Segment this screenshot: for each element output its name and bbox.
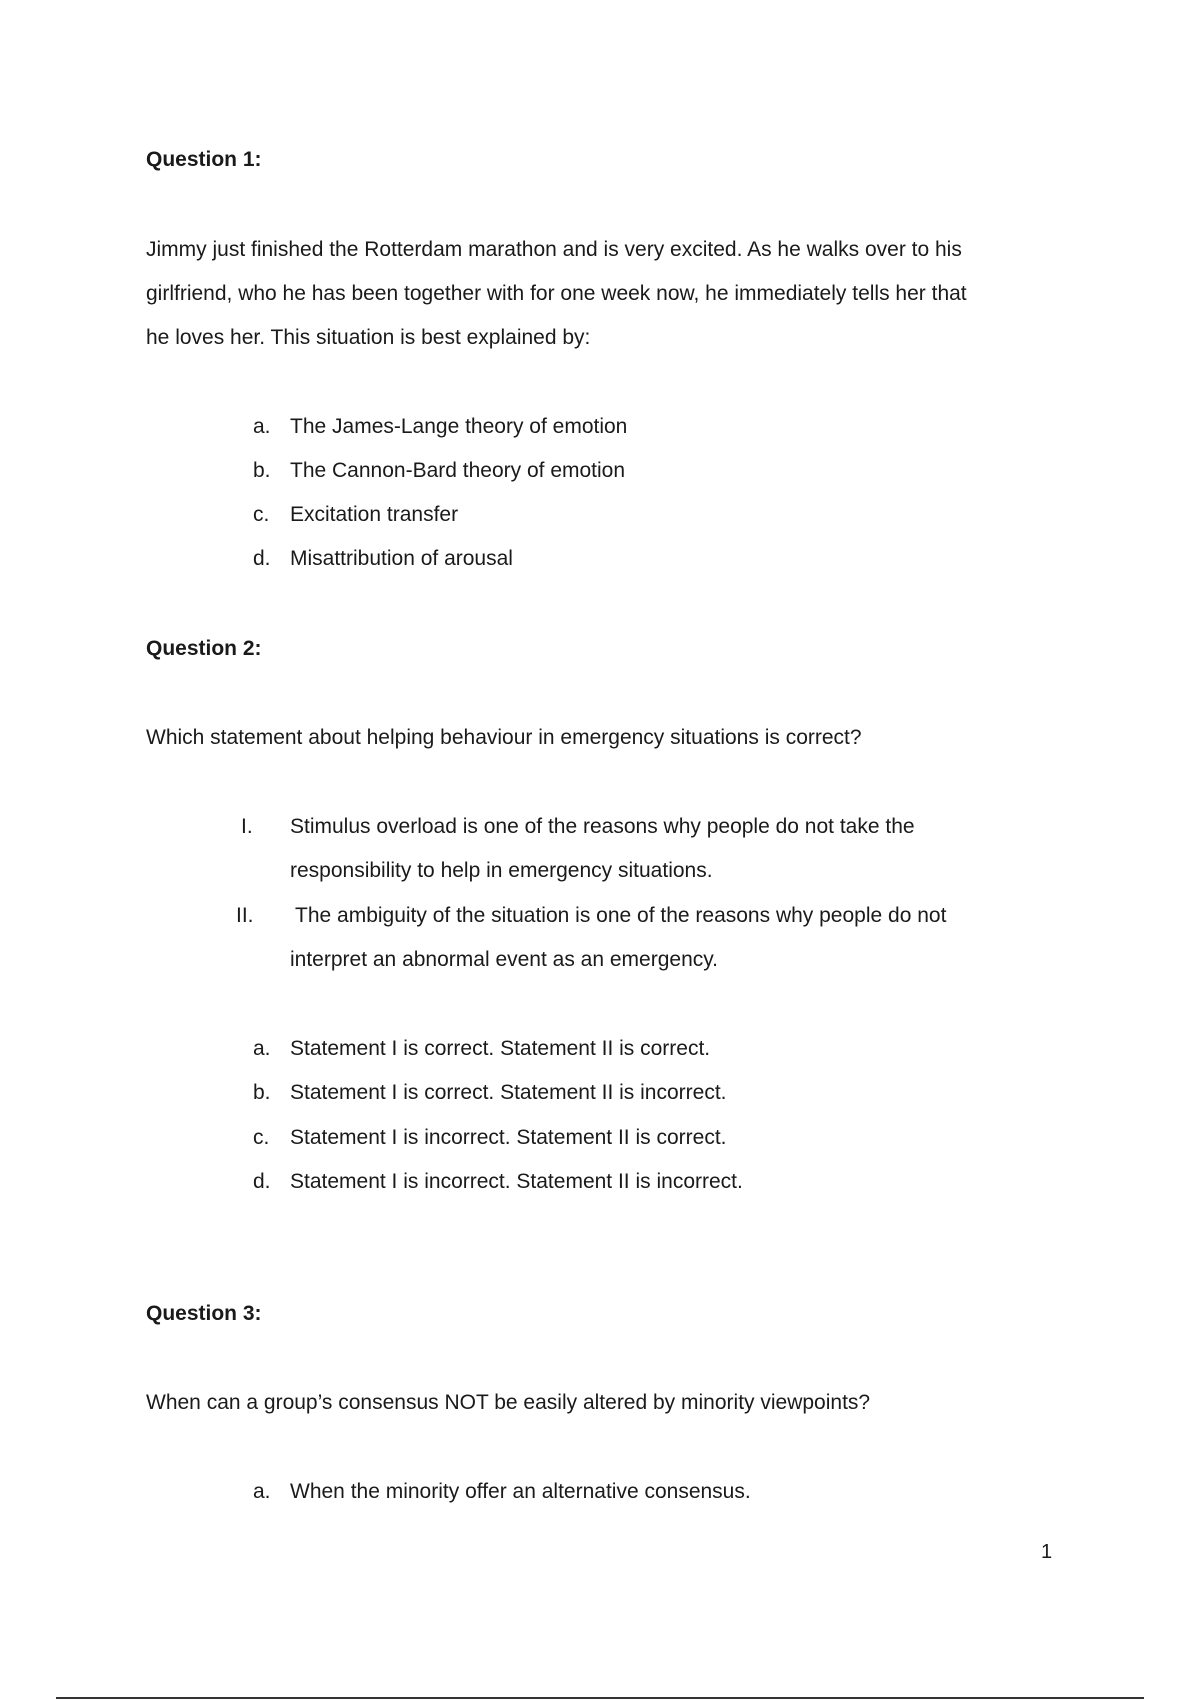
question-2-statement-2-line-2: interpret an abnormal event as an emergency. <box>290 948 719 971</box>
question-3-stem-line-1: When can a group’s consensus NOT be easily altered by minority viewpoints? <box>146 1391 871 1414</box>
bottom-divider <box>56 1697 1144 1699</box>
question-2-statement-2-line-1: The ambiguity of the situation is one of the reasons why people do not <box>295 904 947 927</box>
question-3-heading: Question 3: <box>146 1302 262 1325</box>
question-2-statement-1-marker: I. <box>241 815 253 838</box>
question-2-statement-1-line-2: responsibility to help in emergency situations. <box>290 859 713 882</box>
question-2-statement-1-line-1: Stimulus overload is one of the reasons why people do not take the <box>290 815 915 838</box>
question-2-option-a: Statement I is correct. Statement II is correct. <box>290 1037 711 1060</box>
question-1-option-a: The James-Lange theory of emotion <box>290 415 628 438</box>
question-1-option-d-marker: d. <box>253 547 271 570</box>
question-1-option-d: Misattribution of arousal <box>290 547 513 570</box>
question-2-heading: Question 2: <box>146 637 262 660</box>
question-1-option-c-marker: c. <box>253 503 270 526</box>
question-2-statement-2-marker: II. <box>236 904 254 927</box>
question-1-option-b-marker: b. <box>253 459 271 482</box>
question-1-option-c: Excitation transfer <box>290 503 459 526</box>
page-number: 1 <box>1041 1541 1053 1563</box>
question-2-option-c-marker: c. <box>253 1126 270 1149</box>
question-2-option-d-marker: d. <box>253 1170 271 1193</box>
question-1-option-a-marker: a. <box>253 415 271 438</box>
question-1-option-b: The Cannon-Bard theory of emotion <box>290 459 626 482</box>
question-3-option-a-marker: a. <box>253 1480 271 1503</box>
question-2-option-a-marker: a. <box>253 1037 271 1060</box>
question-3-option-a: When the minority offer an alternative consensus. <box>290 1480 751 1503</box>
question-1-stem-line-3: he loves her. This situation is best explained by: <box>146 326 591 349</box>
question-2-option-d: Statement I is incorrect. Statement II is incorrect. <box>290 1170 743 1193</box>
question-2-option-b-marker: b. <box>253 1081 271 1104</box>
question-2-option-c: Statement I is incorrect. Statement II is correct. <box>290 1126 727 1149</box>
question-2-option-b: Statement I is correct. Statement II is incorrect. <box>290 1081 727 1104</box>
question-1-stem-line-2: girlfriend, who he has been together with for one week now, he immediately tells her that <box>146 282 967 305</box>
question-1-heading: Question 1: <box>146 148 262 171</box>
question-2-stem-line-1: Which statement about helping behaviour in emergency situations is correct? <box>146 726 862 749</box>
question-1-stem-line-1: Jimmy just finished the Rotterdam marathon and is very excited. As he walks over to his <box>146 238 962 261</box>
